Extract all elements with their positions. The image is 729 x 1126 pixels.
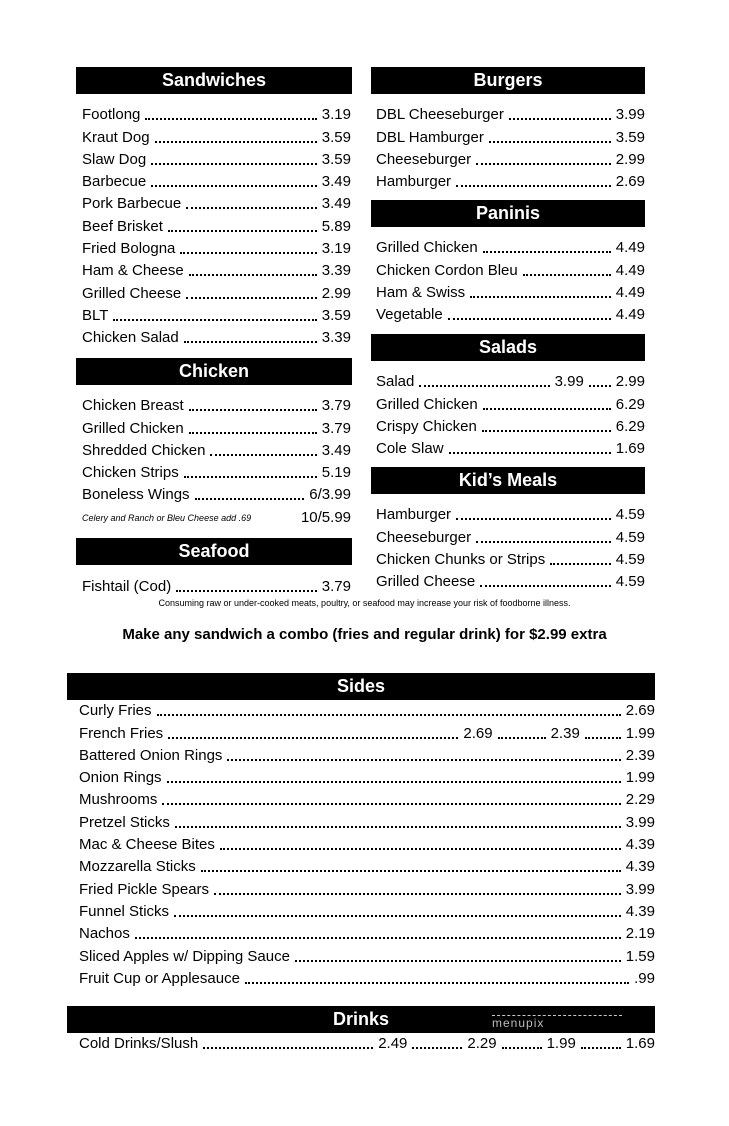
dot-leader [295,960,621,962]
dot-leader [482,430,611,432]
item-name: Pretzel Sticks [79,813,170,831]
item-price: 4.49 [615,261,645,279]
item-price: 5.89 [321,217,351,235]
item-price: 2.29 [625,791,655,809]
item-name: Onion Rings [79,769,162,787]
item-price-medium: 1.99 [546,1035,576,1053]
item-price: 3.99 [625,813,655,831]
item-price: 1.99 [625,724,655,742]
item-name: Fishtail (Cod) [82,578,172,596]
item-name: Grilled Chicken [376,239,478,257]
item-price: 4.59 [615,550,645,568]
dot-leader [489,141,611,143]
menu-item [82,260,351,282]
dot-leader [174,915,621,917]
paninis-list [376,237,645,326]
dot-leader [483,251,611,253]
item-price: 2.19 [625,925,655,943]
item-name: Fruit Cup or Applesauce [79,969,240,987]
dot-leader [483,408,611,410]
dot-leader [476,163,611,165]
item-price-medium: 2.39 [550,724,580,742]
item-price: 4.49 [615,283,645,301]
item-name: Grilled Cheese [376,573,476,591]
item-price: 4.59 [615,573,645,591]
dot-leader [113,319,316,321]
menu-item [82,440,351,462]
item-name: Salad [376,373,415,391]
dot-leader [155,141,317,143]
dot-leader [498,737,546,739]
dot-leader [201,870,621,872]
item-price: 2.99 [615,373,645,391]
item-price: 3.59 [321,150,351,168]
menu-item [376,282,645,304]
menu-item [82,576,351,598]
item-price: 4.39 [625,858,655,876]
item-price: 3.39 [321,329,351,347]
item-name: Chicken Salad [82,329,179,347]
dot-leader [184,341,317,343]
item-name: Boneless Wings [82,486,190,504]
item-price: 3.59 [321,306,351,324]
item-name: Mushrooms [79,791,158,809]
burgers-header: Burgers [371,67,645,94]
kids-meals-header: Kid’s Meals [371,467,645,494]
menu-item [82,126,351,148]
combo-offer: Make any sandwich a combo (fries and regular drink) for $2.99 extra [122,626,607,643]
item-name: Pork Barbecue [82,195,182,213]
item-name: DBL Hamburger [376,128,484,146]
item-price: 6.29 [615,395,645,413]
item-price: 3.99 [625,880,655,898]
item-name: Vegetable [376,306,443,324]
dot-leader [456,518,611,520]
menu-item [79,789,655,811]
item-name: BLT [82,306,109,324]
sides-header: Sides [67,673,655,700]
dot-leader [585,737,621,739]
item-price: 1.59 [625,947,655,965]
item-price: 3.59 [321,128,351,146]
menu-item [82,327,351,349]
menu-item [79,811,655,833]
item-price: 6.29 [615,417,645,435]
dot-leader [186,297,317,299]
menu-item [376,304,645,326]
item-name: Chicken Strips [82,464,179,482]
menu-item [82,149,351,171]
dot-leader [186,207,317,209]
item-price: 2.99 [321,284,351,302]
dot-leader [151,163,317,165]
dot-leader [509,118,611,120]
item-price: 3.99 [615,106,645,124]
menu-item [82,171,351,193]
item-name: Ham & Cheese [82,262,184,280]
burgers-list [376,104,645,193]
menu-item [376,571,645,593]
menu-item [79,767,655,789]
item-price: 3.49 [321,195,351,213]
item-name: Sliced Apples w/ Dipping Sauce [79,947,290,965]
item-name: Ham & Swiss [376,283,466,301]
dot-leader [195,498,305,500]
item-name: Chicken Chunks or Strips [376,550,546,568]
kids-meals-list [376,504,645,593]
dot-leader [456,185,611,187]
menu-item [376,416,645,438]
item-name: Funnel Sticks [79,902,170,920]
item-price: 2.69 [625,702,655,720]
item-price: 4.49 [615,239,645,257]
item-price: 10/5.99 [300,508,351,526]
dot-leader [175,826,621,828]
dot-leader [227,759,620,761]
item-name: Nachos [79,925,130,943]
salads-list [376,371,645,460]
menu-item [82,104,351,126]
item-price: 4.59 [615,528,645,546]
item-price-large: 2.29 [467,1035,497,1053]
paninis-header: Paninis [371,200,645,227]
sandwiches-header: Sandwiches [76,67,352,94]
dot-leader [502,1047,542,1049]
chicken-list [82,395,351,529]
dot-leader [480,585,611,587]
item-price: 3.19 [321,106,351,124]
dot-leader [448,318,611,320]
dot-leader [184,476,317,478]
item-price: 4.39 [625,836,655,854]
menu-item [82,417,351,439]
item-price-large: 3.99 [554,373,584,391]
dot-leader [449,452,611,454]
item-price: 2.99 [615,150,645,168]
chicken-header: Chicken [76,358,352,385]
item-name: Slaw Dog [82,150,147,168]
item-price: 4.49 [615,306,645,324]
menu-item [376,237,645,259]
menu-item [82,484,351,506]
dot-leader [145,118,316,120]
item-price: 1.99 [625,769,655,787]
item-price: 3.79 [321,419,351,437]
item-price-xl: 2.49 [378,1035,408,1053]
item-price: 3.39 [321,262,351,280]
dot-leader [168,737,458,739]
item-name: Hamburger [376,173,452,191]
menu-item [376,126,645,148]
item-name: Shredded Chicken [82,441,206,459]
menu-item [82,305,351,327]
item-name: DBL Cheeseburger [376,106,504,124]
item-price: 3.49 [321,441,351,459]
seafood-header: Seafood [76,538,352,565]
item-price: 1.69 [615,440,645,458]
item-price: 3.79 [321,578,351,596]
dot-leader [189,274,317,276]
dot-leader [180,252,316,254]
seafood-list [82,576,351,598]
dot-leader [412,1047,462,1049]
item-name: French Fries [79,724,164,742]
menu-item [376,438,645,460]
watermark: menupix [492,1015,622,1030]
menu-item [376,504,645,526]
dot-leader [189,432,317,434]
item-name: Mac & Cheese Bites [79,836,215,854]
dot-leader [214,893,621,895]
menu-item [79,745,655,767]
item-name: Grilled Cheese [82,284,182,302]
dot-leader [167,781,621,783]
dot-leader [168,230,317,232]
item-price: 2.69 [615,173,645,191]
item-name: Mozzarella Sticks [79,858,196,876]
item-name: Beef Brisket [82,217,163,235]
menu-item [82,193,351,215]
item-name: Cole Slaw [376,440,444,458]
item-name: Kraut Dog [82,128,150,146]
dot-leader [419,385,549,387]
item-price: 4.39 [625,902,655,920]
sides-list [79,700,655,990]
menu-item [376,259,645,281]
menu-item [79,901,655,923]
menu-item [82,215,351,237]
dot-leader [189,409,317,411]
item-price: 5.19 [321,464,351,482]
item-price: 4.59 [615,506,645,524]
dot-leader [476,541,611,543]
item-price: 6/3.99 [309,486,351,504]
item-price: 3.59 [615,128,645,146]
item-price-large: 2.69 [463,724,493,742]
drinks-list [79,1033,655,1055]
dot-leader [550,563,611,565]
item-name: Crispy Chicken [376,417,477,435]
menu-item [79,1033,655,1055]
menu-item [376,526,645,548]
menu-item [79,722,655,744]
item-price: 1.69 [625,1035,655,1053]
dot-leader [220,848,621,850]
dot-leader [157,714,621,716]
item-name: Barbecue [82,173,147,191]
item-name: Cheeseburger [376,150,472,168]
item-name: Footlong [82,106,141,124]
menu-item [376,104,645,126]
item-name: Cheeseburger [376,528,472,546]
item-name: Curly Fries [79,702,152,720]
item-name: Grilled Chicken [82,419,184,437]
dot-leader [470,296,611,298]
menu-item [82,238,351,260]
dot-leader [581,1047,621,1049]
dot-leader [176,590,317,592]
menu-item-note [82,506,351,528]
dot-leader [210,454,316,456]
item-name: Grilled Chicken [376,395,478,413]
food-safety-disclaimer: Consuming raw or under-cooked meats, poultry, or seafood may increase your risk of foodborne illness. [158,598,571,608]
menu-item [376,149,645,171]
item-price: .99 [634,969,655,987]
dot-leader [523,274,611,276]
menu-item [79,856,655,878]
salads-header: Salads [371,334,645,361]
menu-item [82,395,351,417]
item-name: Battered Onion Rings [79,746,223,764]
menu-item [376,371,645,393]
sandwiches-list [82,104,351,349]
menu-item [79,945,655,967]
item-price: 3.49 [321,173,351,191]
item-name: Chicken Cordon Bleu [376,261,518,279]
menu-item [79,878,655,900]
item-name: Cold Drinks/Slush [79,1035,199,1053]
dot-leader [162,803,620,805]
menu-item [376,549,645,571]
menu-item [79,923,655,945]
menu-item [376,171,645,193]
item-name: Fried Bologna [82,240,176,258]
item-price: 3.79 [321,397,351,415]
dot-leader [245,982,629,984]
item-name: Fried Pickle Spears [79,880,210,898]
wings-add-on-note: Celery and Ranch or Bleu Cheese add .69 [82,512,252,523]
item-price: 3.19 [321,240,351,258]
dot-leader [203,1047,373,1049]
menu-item [79,834,655,856]
drinks-header: Drinks [67,1006,655,1033]
dot-leader [135,937,621,939]
dot-leader [589,385,611,387]
dot-leader [151,185,317,187]
item-name: Chicken Breast [82,397,184,415]
item-price: 2.39 [625,746,655,764]
menu-item [79,700,655,722]
menu-item [82,462,351,484]
menu-item [82,282,351,304]
menu-item [79,968,655,990]
menu-item [376,393,645,415]
item-name: Hamburger [376,506,452,524]
